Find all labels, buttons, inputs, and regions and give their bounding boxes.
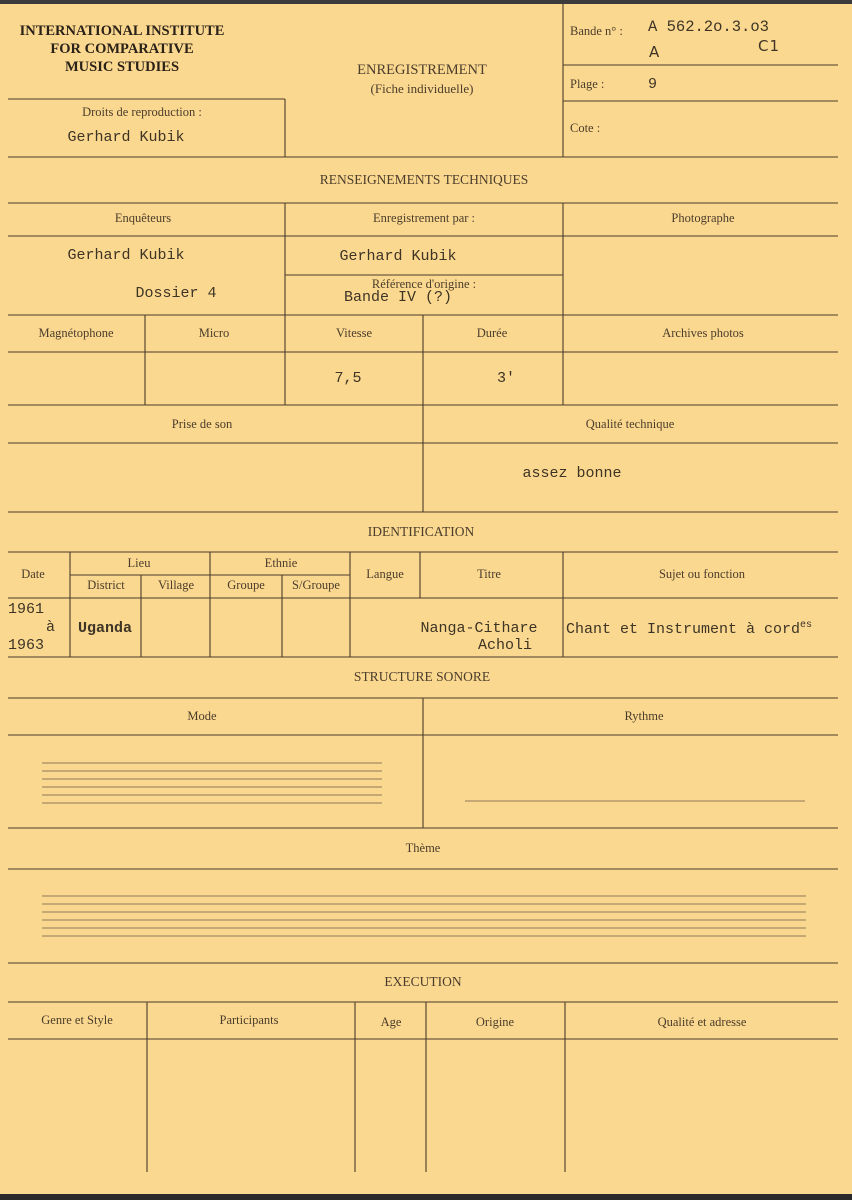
sujet-text: Chant et Instrument à cord [566, 621, 801, 638]
qualite-technique-label: Qualité technique [585, 417, 675, 431]
bande-label: Bande n° : [570, 24, 623, 38]
execution-section-title: EXECUTION [384, 974, 462, 989]
structure-section-title: STRUCTURE SONORE [353, 669, 491, 684]
rights-value: Gerhard Kubik [67, 129, 185, 146]
institute-line-1: INTERNATIONAL INSTITUTE [19, 23, 225, 39]
bottom-edge [0, 1194, 852, 1200]
form-title: ENREGISTREMENT [357, 62, 487, 78]
bande-handwritten-c: C1 [758, 37, 781, 55]
district-value: Uganda [78, 620, 133, 637]
ethnie-label: Ethnie [264, 556, 298, 570]
date-to: 1963 [8, 637, 45, 654]
titre-line-1: Nanga-Cithare [420, 620, 538, 637]
prise-de-son-label: Prise de son [171, 417, 233, 431]
lieu-label: Lieu [127, 556, 151, 570]
rights-label: Droits de reproduction : [82, 105, 202, 119]
age-label: Age [380, 1015, 402, 1029]
micro-label: Micro [198, 326, 230, 340]
institute-line-3: MUSIC STUDIES [64, 59, 180, 75]
village-label: Village [157, 578, 195, 592]
sujet-superscript: es [800, 620, 813, 631]
duree-value: 3' [496, 370, 516, 387]
identification-section-title: IDENTIFICATION [367, 524, 475, 539]
cote-label: Cote : [570, 121, 601, 135]
duree-label: Durée [476, 326, 508, 340]
participants-label: Participants [219, 1013, 279, 1027]
magnetophone-label: Magnétophone [38, 326, 114, 340]
enqueteurs-label: Enquêteurs [114, 211, 172, 225]
plage-label: Plage : [570, 77, 605, 91]
date-from: 1961 [8, 601, 45, 618]
rythme-label: Rythme [624, 709, 664, 723]
vitesse-label: Vitesse [335, 326, 373, 340]
plage-value: 9 [648, 76, 658, 93]
district-label: District [87, 578, 125, 592]
date-to-word: à [46, 619, 56, 636]
bande-value: A 562.2o.3.o3 [648, 18, 769, 36]
enregistrement-value: Gerhard Kubik [339, 248, 457, 265]
qualite-technique-value: assez bonne [522, 465, 622, 482]
qualite-adresse-label: Qualité et adresse [657, 1015, 747, 1029]
photographe-label: Photographe [671, 211, 735, 225]
langue-label: Langue [366, 567, 404, 581]
date-label: Date [21, 567, 45, 581]
sujet-label: Sujet ou fonction [658, 567, 746, 581]
institute-line-2: FOR COMPARATIVE [50, 41, 194, 57]
origine-label: Origine [475, 1015, 515, 1029]
genre-style-label: Genre et Style [41, 1013, 113, 1027]
theme-label: Thème [405, 841, 441, 855]
form-subtitle: (Fiche individuelle) [370, 81, 474, 96]
bande-handwritten-a: A [649, 43, 661, 61]
reference-value: Bande IV (?) [343, 289, 453, 306]
sujet-value [566, 620, 812, 638]
groupe-label: Groupe [227, 578, 265, 592]
sous-groupe-label: S/Groupe [292, 578, 340, 592]
technical-section-title: RENSEIGNEMENTS TECHNIQUES [319, 172, 529, 187]
reference-label: Référence d'origine : [371, 277, 477, 291]
mode-label: Mode [187, 709, 217, 723]
institute-name [20, 22, 225, 76]
archives-photos-label: Archives photos [662, 326, 744, 340]
enqueteurs-value: Gerhard Kubik [67, 247, 185, 264]
vitesse-value: 7,5 [334, 370, 362, 387]
titre-label: Titre [477, 567, 501, 581]
titre-line-2: Acholi [477, 637, 533, 654]
dossier-value: Dossier 4 [135, 285, 217, 302]
enregistrement-label: Enregistrement par : [372, 211, 476, 225]
